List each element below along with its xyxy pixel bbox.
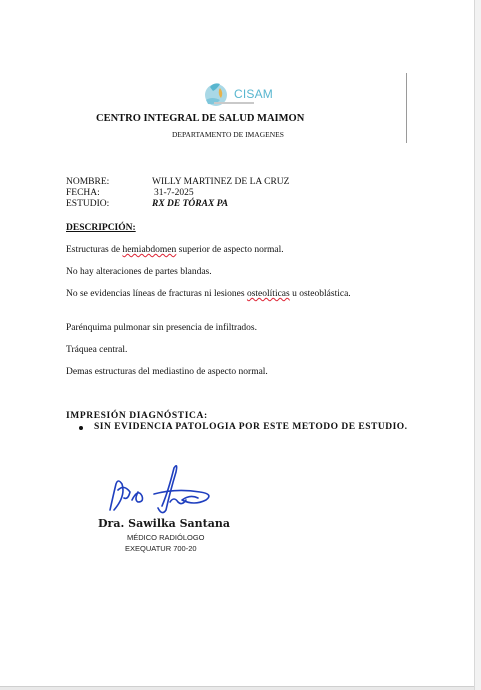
name-value: WILLY MARTINEZ DE LA CRUZ bbox=[152, 177, 290, 187]
date-label: FECHA: bbox=[66, 188, 100, 198]
study-label: ESTUDIO: bbox=[66, 199, 110, 209]
text-run: u osteoblástica. bbox=[289, 289, 351, 299]
logo-tagline bbox=[214, 102, 254, 104]
center-name: CENTRO INTEGRAL DE SALUD MAIMON bbox=[96, 113, 305, 124]
impression-item: SIN EVIDENCIA PATOLOGIA POR ESTE METODO DE ESTUDIO. bbox=[94, 422, 408, 432]
bullet-icon bbox=[79, 426, 83, 430]
text-run: No se evidencias líneas de fracturas ni lesiones bbox=[66, 289, 247, 299]
text-run: Estructuras de bbox=[66, 245, 123, 255]
description-paragraph: No hay alteraciones de partes blandas. bbox=[66, 267, 212, 277]
cisam-logo bbox=[190, 78, 280, 110]
impression-list bbox=[66, 422, 408, 432]
signer-role: MÉDICO RADIÓLOGO bbox=[127, 533, 205, 542]
description-paragraph bbox=[66, 245, 396, 256]
department-name: DEPARTAMENTO DE IMAGENES bbox=[172, 130, 284, 139]
header-divider bbox=[406, 73, 407, 143]
logo-wordmark: CISAM bbox=[234, 87, 274, 101]
description-title: DESCRIPCIÓN: bbox=[66, 223, 136, 233]
text-run: superior de aspecto normal. bbox=[176, 245, 284, 255]
description-paragraph: Parénquima pulmonar sin presencia de infiltrados. bbox=[66, 323, 258, 333]
study-value: RX DE TÓRAX PA bbox=[152, 199, 229, 209]
list-item bbox=[66, 422, 408, 432]
signer-name: Dra. Sawilka Santana bbox=[98, 517, 230, 530]
impression-title: IMPRESIÓN DIAGNÓSTICA: bbox=[66, 411, 208, 421]
name-label: NOMBRE: bbox=[66, 177, 110, 187]
spellcheck-word: osteolíticas bbox=[246, 289, 290, 299]
description-paragraph: Demas estructuras del mediastino de aspecto normal. bbox=[66, 367, 268, 377]
handwritten-signature bbox=[104, 462, 224, 520]
spellcheck-word: hemiabdomen bbox=[122, 245, 177, 255]
window-edge-scrollbar[interactable] bbox=[474, 0, 481, 690]
description-paragraph bbox=[66, 289, 396, 300]
date-value: 31-7-2025 bbox=[154, 188, 194, 198]
cisam-logo-icon bbox=[190, 78, 234, 110]
description-paragraph: Tráquea central. bbox=[66, 345, 128, 355]
signer-exequatur: EXEQUATUR 700-20 bbox=[125, 544, 197, 553]
